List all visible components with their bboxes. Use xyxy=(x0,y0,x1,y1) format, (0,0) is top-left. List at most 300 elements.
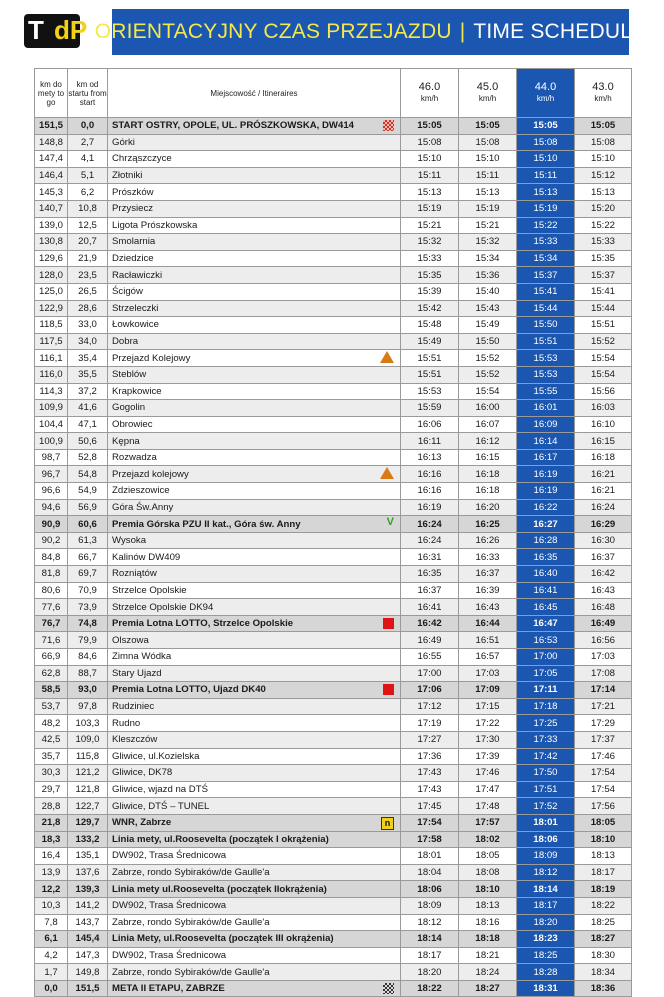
time-43-cell: 18:13 xyxy=(575,848,632,865)
time-45-cell: 15:52 xyxy=(459,366,517,383)
time-43-cell: 18:34 xyxy=(575,964,632,981)
time-43-cell: 15:13 xyxy=(575,184,632,201)
km-from-start-cell: 60,6 xyxy=(68,516,108,533)
km-from-start-cell: 41,6 xyxy=(68,400,108,417)
time-46-cell: 17:36 xyxy=(401,748,459,765)
table-row xyxy=(35,167,632,184)
table-row xyxy=(35,449,632,466)
km-from-start-cell: 122,7 xyxy=(68,798,108,815)
time-45-cell: 16:51 xyxy=(459,632,517,649)
time-45-cell: 15:34 xyxy=(459,250,517,267)
time-43-cell: 17:03 xyxy=(575,649,632,666)
km-from-start-cell: 135,1 xyxy=(68,848,108,865)
km-to-go-cell: 116,0 xyxy=(35,366,68,383)
table-row xyxy=(35,566,632,583)
km-from-start-cell: 10,8 xyxy=(68,200,108,217)
place-cell: Gliwice, ul.Kozielska xyxy=(108,748,401,765)
km-from-start-cell: 66,7 xyxy=(68,549,108,566)
time-43-cell: 16:37 xyxy=(575,549,632,566)
table-row xyxy=(35,483,632,500)
place-cell: Premia Lotna LOTTO, Ujazd DK40 xyxy=(108,682,401,699)
time-46-cell: 17:00 xyxy=(401,665,459,682)
place-cell: Góra Św.Anny xyxy=(108,499,401,516)
time-44-cell: 18:28 xyxy=(517,964,575,981)
time-45-cell: 15:36 xyxy=(459,267,517,284)
time-43-cell: 18:36 xyxy=(575,980,632,997)
km-from-start-cell: 21,9 xyxy=(68,250,108,267)
table-row xyxy=(35,250,632,267)
time-45-cell: 18:27 xyxy=(459,980,517,997)
time-45-cell: 15:08 xyxy=(459,134,517,151)
km-to-go-cell: 30,3 xyxy=(35,765,68,782)
time-45-cell: 16:18 xyxy=(459,483,517,500)
table-row xyxy=(35,283,632,300)
finish-flag-icon xyxy=(383,983,394,994)
time-46-cell: 15:51 xyxy=(401,366,459,383)
table-row xyxy=(35,632,632,649)
time-45-cell: 16:44 xyxy=(459,615,517,632)
place-cell: Strzelce Opolskie xyxy=(108,582,401,599)
km-to-go-cell: 104,4 xyxy=(35,416,68,433)
time-45-cell: 17:57 xyxy=(459,814,517,831)
time-46-cell: 17:43 xyxy=(401,781,459,798)
km-from-start-cell: 20,7 xyxy=(68,234,108,251)
time-43-cell: 16:10 xyxy=(575,416,632,433)
km-from-start-cell: 79,9 xyxy=(68,632,108,649)
place-cell: Ścigów xyxy=(108,283,401,300)
time-45-cell: 16:26 xyxy=(459,532,517,549)
table-row xyxy=(35,715,632,732)
time-46-cell: 16:19 xyxy=(401,499,459,516)
speed-header-45: 45.0 km/h xyxy=(459,69,517,118)
km-from-start-cell: 97,8 xyxy=(68,698,108,715)
time-43-cell: 15:10 xyxy=(575,151,632,168)
km-to-go-cell: 4,2 xyxy=(35,947,68,964)
km-to-go-cell: 145,3 xyxy=(35,184,68,201)
time-46-cell: 16:16 xyxy=(401,483,459,500)
km-from-start-cell: 5,1 xyxy=(68,167,108,184)
time-44-cell: 16:09 xyxy=(517,416,575,433)
table-row xyxy=(35,317,632,334)
time-45-cell: 17:03 xyxy=(459,665,517,682)
table-row xyxy=(35,980,632,997)
time-45-cell: 17:30 xyxy=(459,731,517,748)
km-to-go-cell: 29,7 xyxy=(35,781,68,798)
time-43-cell: 16:18 xyxy=(575,449,632,466)
time-46-cell: 16:35 xyxy=(401,566,459,583)
km-to-go-cell: 96,7 xyxy=(35,466,68,483)
place-cell: Zabrze, rondo Sybiraków/de Gaulle'a xyxy=(108,914,401,931)
place-cell: Zabrze, rondo Sybiraków/de Gaulle'a xyxy=(108,964,401,981)
time-43-cell: 15:20 xyxy=(575,200,632,217)
time-45-cell: 16:18 xyxy=(459,466,517,483)
time-43-cell: 18:05 xyxy=(575,814,632,831)
time-45-cell: 18:13 xyxy=(459,897,517,914)
time-44-cell: 16:17 xyxy=(517,449,575,466)
km-from-start-cell: 4,1 xyxy=(68,151,108,168)
time-45-cell: 15:10 xyxy=(459,151,517,168)
railway-crossing-icon xyxy=(380,467,394,479)
time-44-cell: 16:41 xyxy=(517,582,575,599)
km-to-go-cell: 80,6 xyxy=(35,582,68,599)
km-from-start-cell: 115,8 xyxy=(68,748,108,765)
speed-header-43: 43.0 km/h xyxy=(575,69,632,118)
time-46-cell: 18:06 xyxy=(401,881,459,898)
km-from-start-cell: 133,2 xyxy=(68,831,108,848)
time-46-cell: 15:53 xyxy=(401,383,459,400)
time-46-cell: 18:14 xyxy=(401,931,459,948)
km-from-start-cell: 70,9 xyxy=(68,582,108,599)
place-cell: Strzelce Opolskie DK94 xyxy=(108,599,401,616)
km-from-start-cell: 37,2 xyxy=(68,383,108,400)
railway-crossing-icon xyxy=(380,351,394,363)
table-row xyxy=(35,831,632,848)
km-to-go-cell: 62,8 xyxy=(35,665,68,682)
time-46-cell: 18:09 xyxy=(401,897,459,914)
km-from-start-cell: 23,5 xyxy=(68,267,108,284)
time-44-cell: 15:37 xyxy=(517,267,575,284)
time-43-cell: 15:33 xyxy=(575,234,632,251)
km-to-go-cell: 125,0 xyxy=(35,283,68,300)
place-cell: Chrząszczyce xyxy=(108,151,401,168)
time-46-cell: 18:01 xyxy=(401,848,459,865)
time-43-cell: 18:25 xyxy=(575,914,632,931)
title-polish: ORIENTACYJNY CZAS PRZEJAZDU xyxy=(94,20,452,43)
place-cell: Dziedzice xyxy=(108,250,401,267)
time-45-cell: 18:02 xyxy=(459,831,517,848)
place-cell: Gogolin xyxy=(108,400,401,417)
km-to-go-cell: 151,5 xyxy=(35,118,68,135)
time-46-cell: 15:42 xyxy=(401,300,459,317)
table-row xyxy=(35,682,632,699)
time-43-cell: 15:22 xyxy=(575,217,632,234)
km-from-start-cell: 143,7 xyxy=(68,914,108,931)
place-cell: Rudziniec xyxy=(108,698,401,715)
time-43-cell: 18:10 xyxy=(575,831,632,848)
km-from-start-cell: 109,0 xyxy=(68,731,108,748)
km-to-go-cell: 117,5 xyxy=(35,333,68,350)
time-44-cell: 15:41 xyxy=(517,283,575,300)
time-44-cell: 18:06 xyxy=(517,831,575,848)
start-flag-icon xyxy=(383,120,394,131)
title-english: TIME SCHEDULE xyxy=(473,20,647,43)
time-46-cell: 16:42 xyxy=(401,615,459,632)
time-46-cell: 15:21 xyxy=(401,217,459,234)
place-cell: Przejazd Kolejowy xyxy=(108,350,401,367)
km-from-start-cell: 121,8 xyxy=(68,781,108,798)
km-to-go-cell: 42,5 xyxy=(35,731,68,748)
table-row xyxy=(35,765,632,782)
table-row xyxy=(35,931,632,948)
time-44-cell: 16:40 xyxy=(517,566,575,583)
km-from-start-cell: 12,5 xyxy=(68,217,108,234)
km-to-go-cell: 10,3 xyxy=(35,897,68,914)
time-43-cell: 16:24 xyxy=(575,499,632,516)
time-44-cell: 18:12 xyxy=(517,864,575,881)
time-45-cell: 18:10 xyxy=(459,881,517,898)
table-row xyxy=(35,333,632,350)
time-46-cell: 15:13 xyxy=(401,184,459,201)
table-row xyxy=(35,964,632,981)
km-to-go-cell: 130,8 xyxy=(35,234,68,251)
time-46-cell: 17:54 xyxy=(401,814,459,831)
table-row xyxy=(35,151,632,168)
time-44-cell: 18:25 xyxy=(517,947,575,964)
place-cell: Gliwice, DTŚ – TUNEL xyxy=(108,798,401,815)
place-cell: WNR, Zabrze n xyxy=(108,814,401,831)
km-from-start-cell: 28,6 xyxy=(68,300,108,317)
km-to-go-cell: 6,1 xyxy=(35,931,68,948)
time-43-cell: 18:30 xyxy=(575,947,632,964)
place-cell: DW902, Trasa Średnicowa xyxy=(108,947,401,964)
km-from-start-cell: 35,5 xyxy=(68,366,108,383)
time-45-cell: 15:52 xyxy=(459,350,517,367)
time-46-cell: 16:11 xyxy=(401,433,459,450)
table-row xyxy=(35,118,632,135)
km-from-start-cell: 129,7 xyxy=(68,814,108,831)
title-separator: | xyxy=(459,20,466,43)
time-43-cell: 15:51 xyxy=(575,317,632,334)
time-44-cell: 18:14 xyxy=(517,881,575,898)
km-to-go-header: km do mety to go xyxy=(35,69,68,118)
time-46-cell: 17:19 xyxy=(401,715,459,732)
km-to-go-cell: 96,6 xyxy=(35,483,68,500)
km-to-go-cell: 140,7 xyxy=(35,200,68,217)
time-45-cell: 16:37 xyxy=(459,566,517,583)
time-46-cell: 15:35 xyxy=(401,267,459,284)
time-46-cell: 15:05 xyxy=(401,118,459,135)
km-from-start-cell: 2,7 xyxy=(68,134,108,151)
time-44-cell: 16:14 xyxy=(517,433,575,450)
place-cell: Linia mety, ul.Roosevelta (początek I okrążenia) xyxy=(108,831,401,848)
time-46-cell: 17:06 xyxy=(401,682,459,699)
title-banner xyxy=(94,9,647,55)
table-row xyxy=(35,267,632,284)
km-from-start-cell: 61,3 xyxy=(68,532,108,549)
km-to-go-cell: 35,7 xyxy=(35,748,68,765)
km-to-go-cell: 77,6 xyxy=(35,599,68,616)
time-43-cell: 15:44 xyxy=(575,300,632,317)
time-44-cell: 17:18 xyxy=(517,698,575,715)
km-from-start-cell: 149,8 xyxy=(68,964,108,981)
time-43-cell: 15:41 xyxy=(575,283,632,300)
place-cell: Przejazd kolejowy xyxy=(108,466,401,483)
table-row xyxy=(35,134,632,151)
km-to-go-cell: 128,0 xyxy=(35,267,68,284)
top-bar xyxy=(0,0,664,64)
km-to-go-cell: 114,3 xyxy=(35,383,68,400)
time-43-cell: 17:46 xyxy=(575,748,632,765)
time-46-cell: 17:43 xyxy=(401,765,459,782)
time-45-cell: 15:21 xyxy=(459,217,517,234)
km-to-go-cell: 13,9 xyxy=(35,864,68,881)
time-46-cell: 15:49 xyxy=(401,333,459,350)
km-to-go-cell: 122,9 xyxy=(35,300,68,317)
place-header: Miejscowość / Itineraires xyxy=(108,69,401,118)
place-cell: Stary Ujazd xyxy=(108,665,401,682)
time-43-cell: 16:29 xyxy=(575,516,632,533)
time-44-cell: 15:08 xyxy=(517,134,575,151)
place-cell: Kleszczów xyxy=(108,731,401,748)
time-45-cell: 18:16 xyxy=(459,914,517,931)
sprint-prize-icon xyxy=(383,684,394,695)
km-from-start-cell: 147,3 xyxy=(68,947,108,964)
table-row xyxy=(35,366,632,383)
time-44-cell: 18:09 xyxy=(517,848,575,865)
time-43-cell: 16:21 xyxy=(575,466,632,483)
table-row xyxy=(35,864,632,881)
time-46-cell: 16:37 xyxy=(401,582,459,599)
time-44-cell: 17:05 xyxy=(517,665,575,682)
time-44-cell: 15:05 xyxy=(517,118,575,135)
time-44-cell: 18:31 xyxy=(517,980,575,997)
time-46-cell: 18:04 xyxy=(401,864,459,881)
schedule-rows xyxy=(35,118,632,997)
time-45-cell: 16:57 xyxy=(459,649,517,666)
time-45-cell: 17:47 xyxy=(459,781,517,798)
km-from-start-cell: 54,9 xyxy=(68,483,108,500)
km-to-go-cell: 147,4 xyxy=(35,151,68,168)
place-cell: Zimna Wódka xyxy=(108,649,401,666)
km-from-start-cell: 84,6 xyxy=(68,649,108,666)
time-45-cell: 18:05 xyxy=(459,848,517,865)
km-to-go-cell: 84,8 xyxy=(35,549,68,566)
time-45-cell: 16:20 xyxy=(459,499,517,516)
time-43-cell: 16:49 xyxy=(575,615,632,632)
time-44-cell: 18:23 xyxy=(517,931,575,948)
place-cell: Smolarnia xyxy=(108,234,401,251)
km-to-go-cell: 71,6 xyxy=(35,632,68,649)
time-46-cell: 15:10 xyxy=(401,151,459,168)
place-cell: Zdzieszowice xyxy=(108,483,401,500)
time-44-cell: 16:28 xyxy=(517,532,575,549)
place-cell: Zabrze, rondo Sybiraków/de Gaulle'a xyxy=(108,864,401,881)
table-row xyxy=(35,798,632,815)
km-to-go-cell: 146,4 xyxy=(35,167,68,184)
time-44-cell: 16:01 xyxy=(517,400,575,417)
time-45-cell: 18:24 xyxy=(459,964,517,981)
time-44-cell: 18:17 xyxy=(517,897,575,914)
time-43-cell: 17:54 xyxy=(575,765,632,782)
table-row xyxy=(35,947,632,964)
time-44-cell: 17:50 xyxy=(517,765,575,782)
feed-zone-icon: n xyxy=(381,817,394,830)
km-from-start-cell: 26,5 xyxy=(68,283,108,300)
km-to-go-cell: 116,1 xyxy=(35,350,68,367)
km-from-start-cell: 139,3 xyxy=(68,881,108,898)
time-45-cell: 15:50 xyxy=(459,333,517,350)
km-to-go-cell: 48,2 xyxy=(35,715,68,732)
time-44-cell: 15:53 xyxy=(517,350,575,367)
time-43-cell: 16:56 xyxy=(575,632,632,649)
table-row xyxy=(35,914,632,931)
time-43-cell: 17:08 xyxy=(575,665,632,682)
place-cell: Obrowiec xyxy=(108,416,401,433)
mountain-prize-icon: V xyxy=(386,516,394,529)
km-to-go-cell: 100,9 xyxy=(35,433,68,450)
km-to-go-cell: 81,8 xyxy=(35,566,68,583)
time-43-cell: 15:52 xyxy=(575,333,632,350)
time-45-cell: 17:48 xyxy=(459,798,517,815)
table-row xyxy=(35,184,632,201)
time-43-cell: 15:35 xyxy=(575,250,632,267)
time-46-cell: 18:12 xyxy=(401,914,459,931)
time-45-cell: 16:07 xyxy=(459,416,517,433)
table-row xyxy=(35,731,632,748)
km-to-go-cell: 90,9 xyxy=(35,516,68,533)
time-44-cell: 16:22 xyxy=(517,499,575,516)
time-43-cell: 15:56 xyxy=(575,383,632,400)
place-cell: Racławiczki xyxy=(108,267,401,284)
km-to-go-cell: 53,7 xyxy=(35,698,68,715)
km-from-start-cell: 137,6 xyxy=(68,864,108,881)
table-row xyxy=(35,300,632,317)
time-46-cell: 16:24 xyxy=(401,532,459,549)
km-from-start-cell: 33,0 xyxy=(68,317,108,334)
table-row xyxy=(35,649,632,666)
time-46-cell: 15:33 xyxy=(401,250,459,267)
place-cell: Prószków xyxy=(108,184,401,201)
tdp-logo: T dP xyxy=(24,14,80,48)
km-to-go-cell: 18,3 xyxy=(35,831,68,848)
time-46-cell: 15:51 xyxy=(401,350,459,367)
time-45-cell: 15:40 xyxy=(459,283,517,300)
place-cell: Premia Lotna LOTTO, Strzelce Opolskie xyxy=(108,615,401,632)
place-cell: META II ETAPU, ZABRZE xyxy=(108,980,401,997)
km-to-go-cell: 1,7 xyxy=(35,964,68,981)
table-row xyxy=(35,217,632,234)
table-row xyxy=(35,549,632,566)
time-44-cell: 15:44 xyxy=(517,300,575,317)
time-44-cell: 17:25 xyxy=(517,715,575,732)
time-43-cell: 16:21 xyxy=(575,483,632,500)
speed-header-44: 44.0 km/h xyxy=(517,69,575,118)
table-row xyxy=(35,665,632,682)
time-46-cell: 16:13 xyxy=(401,449,459,466)
km-to-go-cell: 28,8 xyxy=(35,798,68,815)
km-to-go-cell: 139,0 xyxy=(35,217,68,234)
km-to-go-cell: 58,5 xyxy=(35,682,68,699)
table-row xyxy=(35,383,632,400)
place-cell: Rozwadza xyxy=(108,449,401,466)
place-cell: Łowkowice xyxy=(108,317,401,334)
km-from-start-cell: 56,9 xyxy=(68,499,108,516)
time-46-cell: 16:55 xyxy=(401,649,459,666)
place-cell: DW902, Trasa Średnicowa xyxy=(108,897,401,914)
place-cell: Olszowa xyxy=(108,632,401,649)
table-row xyxy=(35,698,632,715)
time-43-cell: 16:48 xyxy=(575,599,632,616)
place-cell: Gliwice, DK78 xyxy=(108,765,401,782)
table-row xyxy=(35,532,632,549)
km-from-start-cell: 50,6 xyxy=(68,433,108,450)
table-row xyxy=(35,848,632,865)
time-44-cell: 16:45 xyxy=(517,599,575,616)
time-46-cell: 18:22 xyxy=(401,980,459,997)
time-46-cell: 16:49 xyxy=(401,632,459,649)
km-from-start-cell: 47,1 xyxy=(68,416,108,433)
place-cell: Złotniki xyxy=(108,167,401,184)
time-44-cell: 17:52 xyxy=(517,798,575,815)
time-46-cell: 15:59 xyxy=(401,400,459,417)
time-45-cell: 15:13 xyxy=(459,184,517,201)
sprint-prize-icon xyxy=(383,618,394,629)
time-44-cell: 16:19 xyxy=(517,483,575,500)
time-43-cell: 15:37 xyxy=(575,267,632,284)
km-to-go-cell: 118,5 xyxy=(35,317,68,334)
km-to-go-cell: 12,2 xyxy=(35,881,68,898)
place-cell: Kalinów DW409 xyxy=(108,549,401,566)
